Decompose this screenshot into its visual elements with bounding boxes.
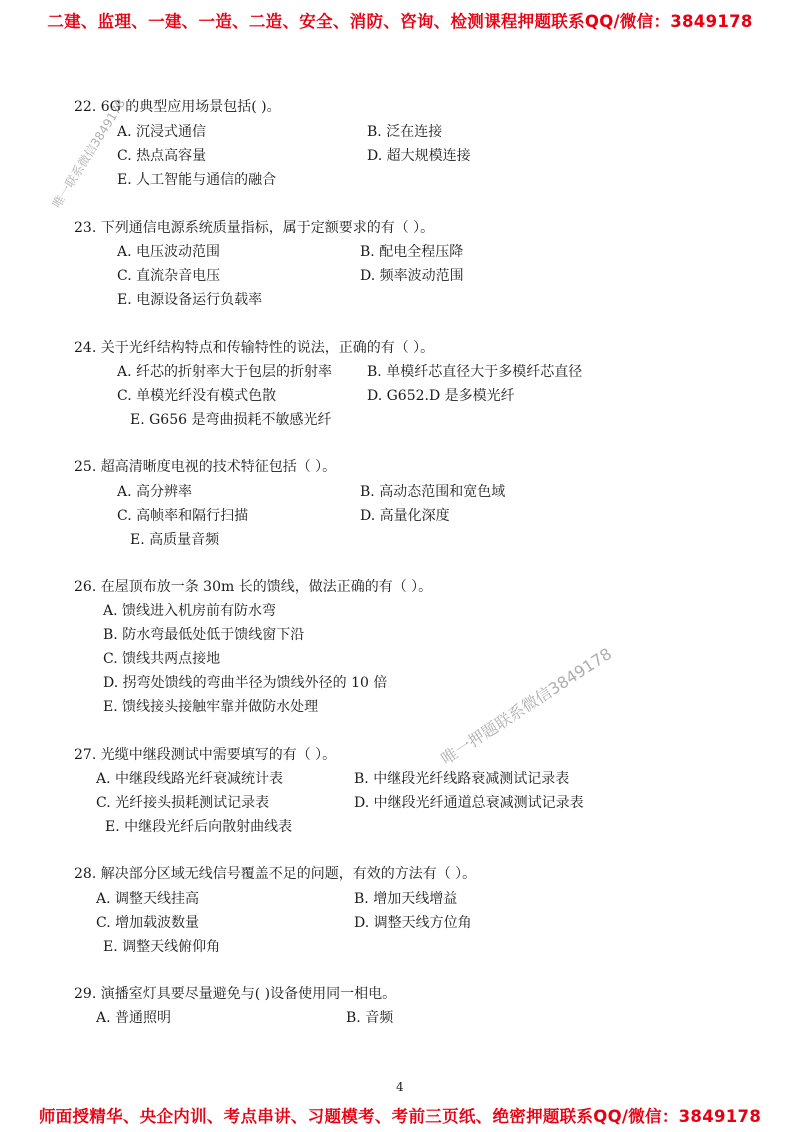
question-27-option-a: A. 中继段线路光纤衰减统计表 <box>96 771 284 787</box>
ad-banner-top: 二建、监理、一建、一造、二造、安全、消防、咨询、检测课程押题联系QQ/微信：3849178 <box>47 12 753 31</box>
watermark-contact-1: 唯一联系微信3849178 <box>49 96 129 211</box>
question-25-option-e: E. 高质量音频 <box>130 532 220 548</box>
question-22-stem: 22. 6G 的典型应用场景包括( )。 <box>74 99 281 115</box>
question-29-stem: 29. 演播室灯具要尽量避免与( )设备使用同一相电。 <box>74 986 397 1002</box>
question-26-option-d: D. 拐弯处馈线的弯曲半径为馈线外径的 10 倍 <box>103 675 388 691</box>
question-22-option-d: D. 超大规模连接 <box>367 148 471 164</box>
question-28-option-e: E. 调整天线俯仰角 <box>103 939 221 955</box>
question-23-option-d: D. 频率波动范围 <box>360 268 464 284</box>
question-25-option-a: A. 高分辨率 <box>117 484 193 500</box>
question-24-option-c: C. 单模光纤没有模式色散 <box>117 388 277 404</box>
question-27-option-b: B. 中继段光纤线路衰减测试记录表 <box>354 771 570 787</box>
question-24-stem: 24. 关于光纤结构特点和传输特性的说法，正确的有（ ）。 <box>74 340 435 356</box>
question-24-option-d: D. G652.D 是多模光纤 <box>367 388 515 404</box>
question-25-option-d: D. 高量化深度 <box>360 508 450 524</box>
question-27-option-d: D. 中继段光纤通道总衰减测试记录表 <box>354 795 584 811</box>
question-28-stem: 28. 解决部分区域无线信号覆盖不足的问题，有效的方法有（ ）。 <box>74 866 477 882</box>
question-26-option-b: B. 防水弯最低处低于馈线窗下沿 <box>103 627 305 643</box>
question-23-option-a: A. 电压波动范围 <box>117 244 221 260</box>
question-26-option-c: C. 馈线共两点接地 <box>103 651 221 667</box>
watermark-contact-2: 唯一押题联系微信3849178 <box>437 643 616 769</box>
question-23-option-c: C. 直流杂音电压 <box>117 268 221 284</box>
question-24-option-a: A. 纤芯的折射率大于包层的折射率 <box>117 364 333 380</box>
question-26-option-e: E. 馈线接头接触牢靠并做防水处理 <box>103 699 319 715</box>
question-24-option-e: E. G656 是弯曲损耗不敏感光纤 <box>130 412 332 428</box>
question-22-option-a: A. 沉浸式通信 <box>117 124 207 140</box>
ad-banner-bottom: 师面授精华、央企内训、考点串讲、习题模考、考前三页纸、绝密押题联系QQ/微信：3849178 <box>38 1107 762 1126</box>
question-24-option-b: B. 单模纤芯直径大于多模纤芯直径 <box>367 364 583 380</box>
question-23-option-b: B. 配电全程压降 <box>360 244 464 260</box>
question-25-stem: 25. 超高清晰度电视的技术特征包括（ ）。 <box>74 459 337 475</box>
question-23-stem: 23. 下列通信电源系统质量指标，属于定额要求的有（ ）。 <box>74 220 435 236</box>
page-number: 4 <box>396 1080 404 1094</box>
question-28-option-d: D. 调整天线方位角 <box>354 915 472 931</box>
question-28-option-c: C. 增加载波数量 <box>96 915 200 931</box>
question-29-option-b: B. 音频 <box>346 1010 394 1026</box>
question-26-option-a: A. 馈线进入机房前有防水弯 <box>103 603 277 619</box>
question-27-stem: 27. 光缆中继段测试中需要填写的有（ ）。 <box>74 747 337 763</box>
question-22-option-c: C. 热点高容量 <box>117 148 207 164</box>
question-29-option-a: A. 普通照明 <box>96 1010 172 1026</box>
question-26-stem: 26. 在屋顶布放一条 30m 长的馈线，做法正确的有（ ）。 <box>74 579 433 595</box>
question-28-option-a: A. 调整天线挂高 <box>96 891 200 907</box>
question-22-option-b: B. 泛在连接 <box>367 124 443 140</box>
question-25-option-b: B. 高动态范围和宽色域 <box>360 484 506 500</box>
question-25-option-c: C. 高帧率和隔行扫描 <box>117 508 249 524</box>
question-28-option-b: B. 增加天线增益 <box>354 891 458 907</box>
question-23-option-e: E. 电源设备运行负载率 <box>117 292 263 308</box>
question-22-option-e: E. 人工智能与通信的融合 <box>117 172 277 188</box>
question-27-option-c: C. 光纤接头损耗测试记录表 <box>96 795 270 811</box>
question-27-option-e: E. 中继段光纤后向散射曲线表 <box>105 819 293 835</box>
